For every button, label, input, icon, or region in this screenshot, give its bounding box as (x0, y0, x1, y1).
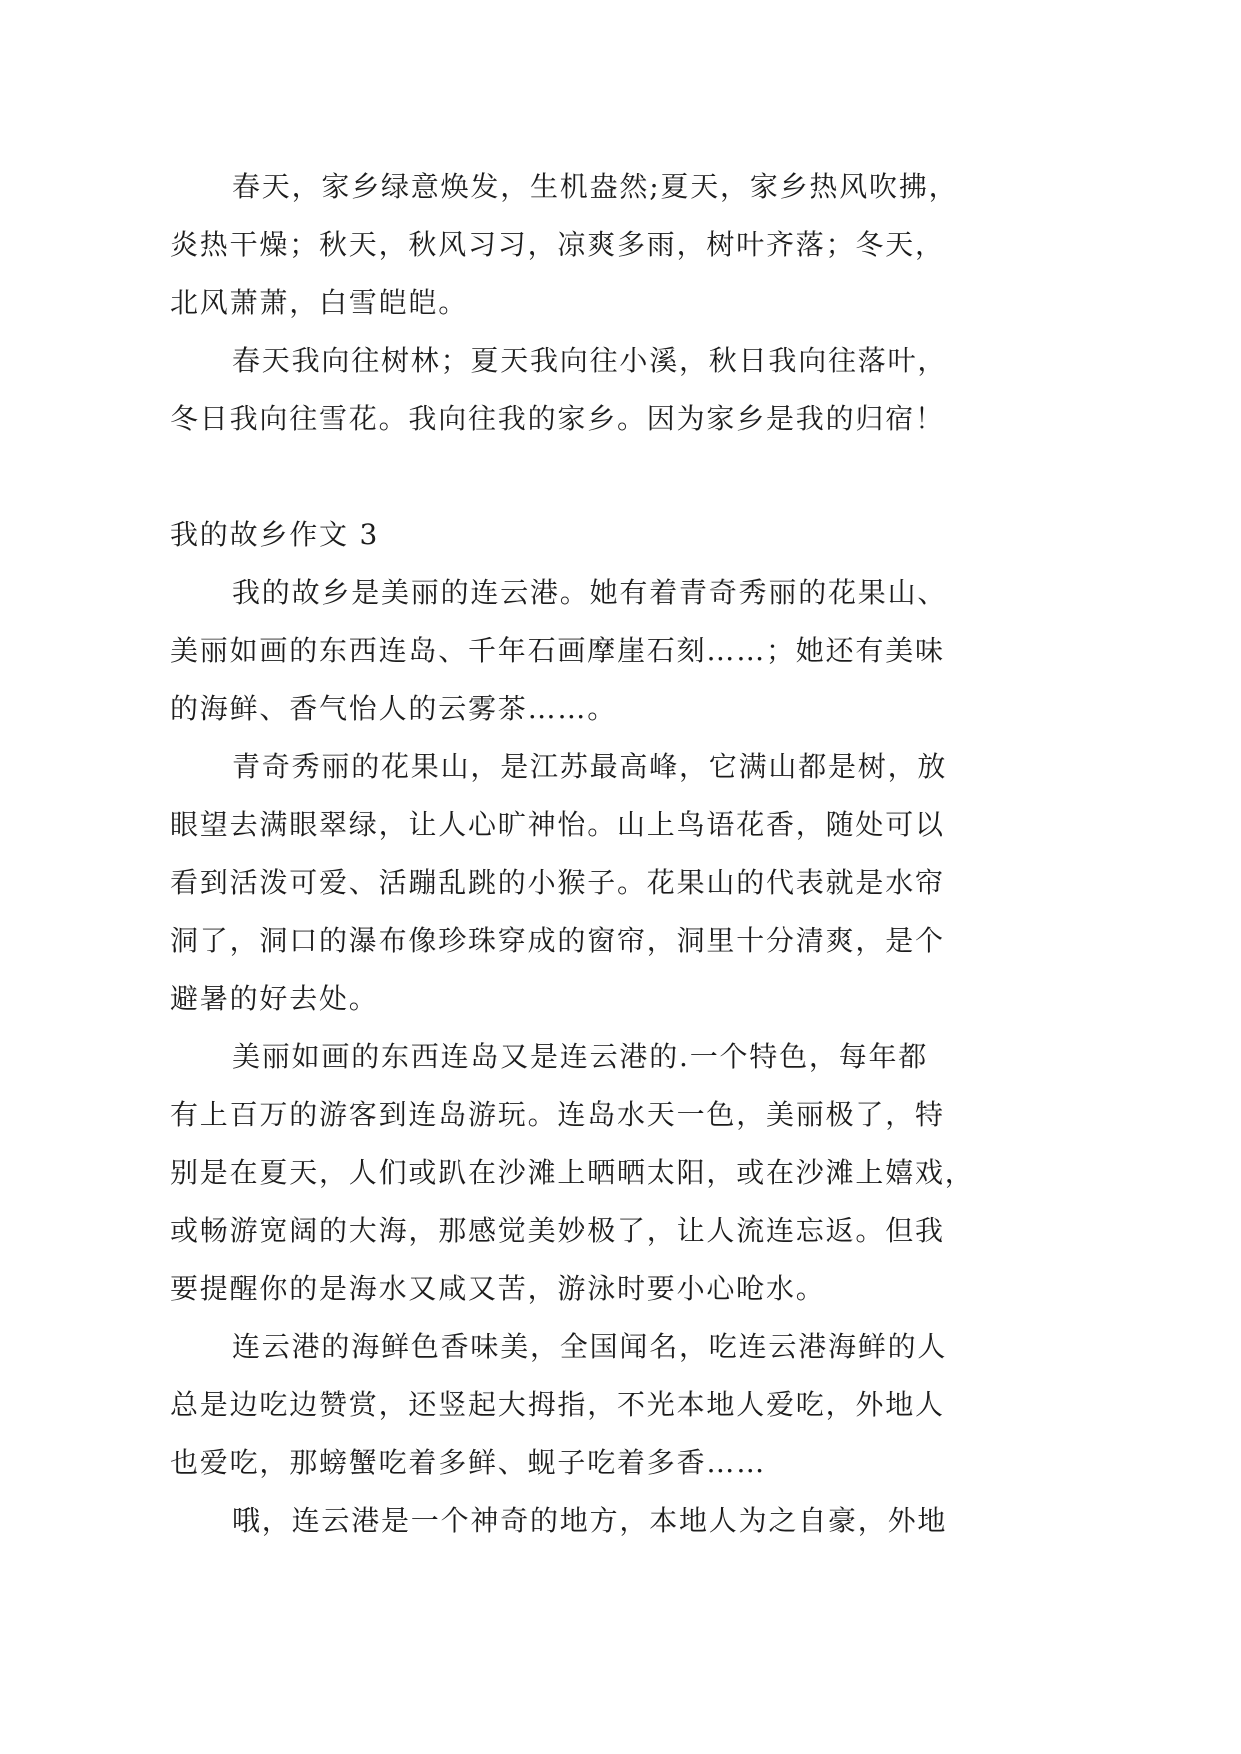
paragraph (170, 1028, 1070, 1318)
paragraph-line: 有上百万的游客到连岛游玩。连岛水天一色，美丽极了，特 (170, 1098, 945, 1131)
blank-line (170, 448, 1070, 506)
paragraph (170, 738, 1070, 1028)
paragraph-line: 哦，连云港是一个神奇的地方，本地人为之自豪，外地 (232, 1504, 948, 1537)
paragraph-line: 冬日我向往雪花。我向往我的家乡。因为家乡是我的归宿！ (170, 402, 945, 435)
paragraph-line: 北风萧萧，白雪皑皑。 (170, 286, 469, 319)
paragraph (170, 564, 1070, 738)
paragraph (170, 158, 1070, 332)
paragraph-line: 别是在夏天，人们或趴在沙滩上晒晒太阳，或在沙滩上嬉戏， (170, 1156, 975, 1189)
paragraph-line: 看到活泼可爱、活蹦乱跳的小猴子。花果山的代表就是水帘 (170, 866, 945, 899)
paragraph-line: 也爱吃，那螃蟹吃着多鲜、蚬子吃着多香…… (170, 1446, 767, 1479)
paragraph-line: 要提醒你的是海水又咸又苦，游泳时要小心呛水。 (170, 1272, 826, 1305)
paragraph-line: 总是边吃边赞赏，还竖起大拇指，不光本地人爱吃，外地人 (170, 1388, 945, 1421)
paragraph-line: 美丽如画的东西连岛、千年石画摩崖石刻……；她还有美味 (170, 634, 945, 667)
paragraph-line: 炎热干燥；秋天，秋风习习，凉爽多雨，树叶齐落；冬天， (170, 228, 945, 261)
paragraph-line: 眼望去满眼翠绿，让人心旷神怡。山上鸟语花香，随处可以 (170, 808, 945, 841)
paragraph (170, 1318, 1070, 1492)
section-heading: 我的故乡作文 3 (170, 518, 380, 551)
paragraph-line: 青奇秀丽的花果山，是江苏最高峰，它满山都是树，放 (232, 750, 948, 783)
paragraph (170, 1492, 1070, 1550)
paragraph-line: 洞了，洞口的瀑布像珍珠穿成的窗帘，洞里十分清爽，是个 (170, 924, 945, 957)
paragraph-line: 避暑的好去处。 (170, 982, 379, 1015)
paragraph-line: 的海鲜、香气怡人的云雾茶……。 (170, 692, 618, 725)
paragraph-line: 春天我向往树林；夏天我向往小溪，秋日我向往落叶， (232, 344, 948, 377)
paragraph-line: 春天，家乡绿意焕发，生机盎然;夏天，家乡热风吹拂， (232, 170, 959, 203)
paragraph-line: 美丽如画的东西连岛又是连云港的.一个特色，每年都 (232, 1040, 929, 1073)
paragraph (170, 332, 1070, 448)
document-body (170, 158, 1070, 1550)
paragraph-line: 或畅游宽阔的大海，那感觉美妙极了，让人流连忘返。但我 (170, 1214, 945, 1247)
paragraph-line: 连云港的海鲜色香味美，全国闻名，吃连云港海鲜的人 (232, 1330, 948, 1363)
paragraph-line: 我的故乡是美丽的连云港。她有着青奇秀丽的花果山、 (232, 576, 948, 609)
